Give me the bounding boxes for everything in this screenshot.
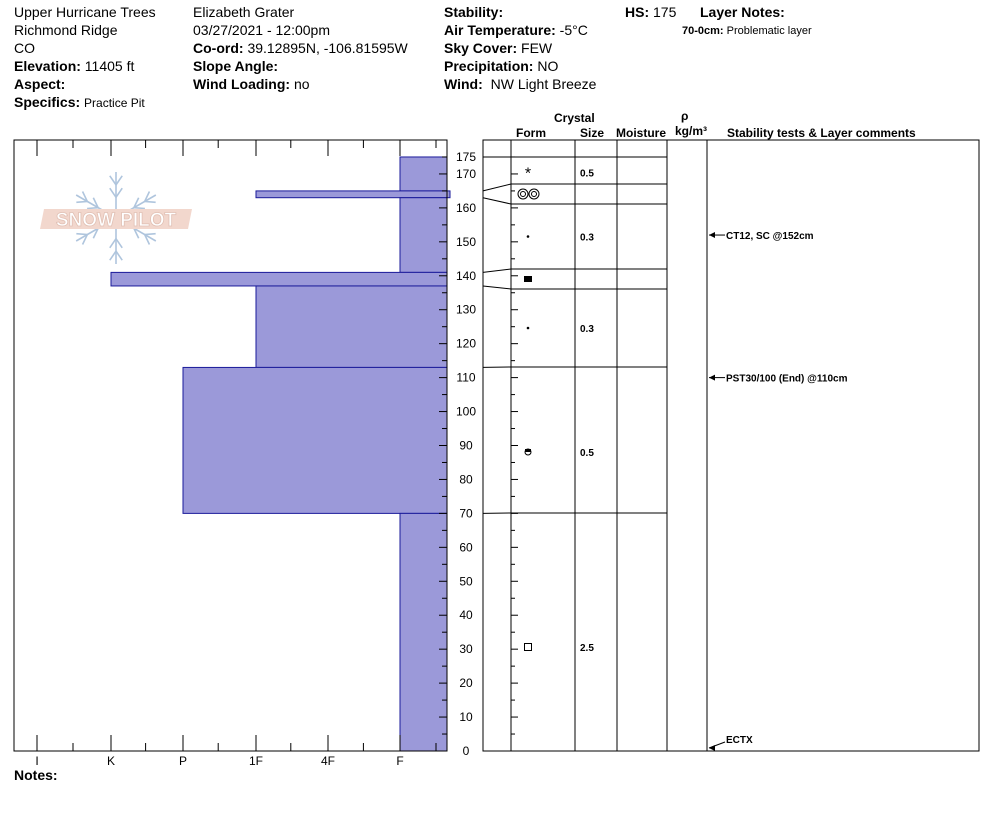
flake-branch	[76, 234, 87, 235]
layer-note-text: Problematic layer	[726, 25, 812, 37]
hardness-tick-label: P	[178, 754, 188, 768]
wind-loading-value: no	[293, 76, 310, 92]
depth-tick-label: 40	[459, 608, 473, 623]
depth-tick-label: 80	[459, 472, 473, 487]
location-name: Upper Hurricane Trees	[14, 4, 156, 20]
size-header: Size	[580, 126, 605, 140]
flake-branch	[116, 188, 122, 197]
elevation-label: Elevation:	[14, 58, 81, 74]
observation-datetime: 03/27/2021 - 12:00pm	[193, 22, 330, 38]
coord-label: Co-ord:	[193, 40, 244, 56]
hardness-tick-label: I	[35, 754, 39, 768]
depth-tick-label: 50	[459, 574, 473, 589]
stability-label: Stability:	[444, 4, 504, 20]
grain-form-circle	[532, 192, 537, 197]
flake-branch	[145, 201, 156, 202]
depth-tick-label: 175	[455, 149, 477, 164]
flake-branch	[116, 251, 122, 260]
depth-tick-label: 70	[459, 506, 473, 521]
depth-tick-label: 100	[455, 404, 477, 419]
specifics-value: Practice Pit	[84, 96, 145, 110]
depth-tick-label: 90	[459, 438, 473, 453]
precip-label: Precipitation:	[444, 58, 534, 74]
stability-test-label: PST30/100 (End) @110cm	[726, 373, 848, 385]
grain-form-rounded-faceted	[525, 449, 531, 452]
flake-branch	[110, 251, 116, 260]
grain-form-circle	[529, 189, 539, 199]
snowpilot-logo	[40, 172, 192, 264]
hs-label: HS:	[625, 4, 650, 20]
stability-arrowhead	[709, 232, 715, 238]
depth-tick-label: 140	[455, 268, 477, 283]
aspect-label: Aspect:	[14, 76, 66, 92]
flake-branch	[116, 176, 122, 185]
depth-tick-label: 120	[455, 336, 477, 351]
hs-value: 175	[653, 4, 677, 20]
hardness-bar	[111, 272, 447, 286]
grain-form-circle	[521, 192, 526, 197]
depth-tick-label: 160	[455, 200, 477, 215]
depth-tick-label: 150	[455, 234, 477, 249]
hardness-bars	[111, 157, 450, 751]
grain-form-square-open	[525, 644, 532, 651]
wind-loading-label: Wind Loading:	[193, 76, 291, 92]
grain-form-star: *	[524, 165, 532, 183]
hardness-tick-label: 1F	[248, 754, 264, 768]
depth-tick-label: 110	[456, 370, 476, 385]
stability-arrowhead	[709, 375, 715, 381]
crystal-header: Crystal	[554, 111, 595, 125]
form-header: Form	[516, 126, 546, 140]
hardness-bar	[256, 286, 447, 367]
flake-branch	[116, 239, 122, 248]
flake-branch	[110, 239, 116, 248]
logo-text: SNOW PILOT	[55, 210, 177, 231]
layer-connector	[483, 286, 511, 289]
grain-size-label: 2.5	[580, 643, 594, 654]
flake-branch	[110, 176, 116, 185]
depth-tick-label: 30	[459, 642, 473, 657]
moisture-header: Moisture	[616, 126, 667, 140]
depth-tick-label: 130	[455, 302, 477, 317]
flake-branch	[87, 208, 98, 209]
layer-connector	[483, 198, 511, 204]
sky-label: Sky Cover:	[444, 40, 518, 56]
observer-name: Elizabeth Grater	[193, 4, 295, 20]
density-rho-header: ρ	[681, 109, 689, 123]
flake-branch	[134, 208, 145, 209]
coord-value: 39.12895N, -106.81595W	[247, 40, 408, 56]
elevation-value: 11405 ft	[84, 58, 135, 74]
grain-form-circle	[518, 189, 528, 199]
stability-test-label: CT12, SC @152cm	[726, 231, 814, 243]
depth-tick-label: 60	[459, 540, 473, 555]
grain-size-label: 0.5	[580, 168, 594, 180]
grain-form-dot	[527, 327, 530, 330]
depth-tick-label: 10	[459, 710, 473, 725]
hardness-bar	[256, 191, 447, 198]
state-name: CO	[14, 40, 35, 56]
specifics-label: Specifics:	[14, 94, 81, 110]
hardness-bar	[400, 198, 447, 273]
flake-branch	[145, 234, 156, 235]
grain-size-label: 0.3	[580, 324, 594, 335]
air-temp-label: Air Temperature:	[444, 22, 556, 38]
air-temp-value: -5°C	[559, 22, 588, 38]
hardness-tick-label: F	[396, 754, 404, 768]
hardness-bar	[183, 367, 447, 513]
wind-value: NW Light Breeze	[490, 76, 597, 92]
notes-label: Notes:	[14, 767, 58, 783]
grain-form-dot	[527, 235, 530, 238]
depth-tick-label: 20	[459, 676, 473, 691]
sky-value: FEW	[521, 40, 553, 56]
layer-notes-label: Layer Notes:	[700, 4, 785, 20]
layer-note-depth: 70-0cm:	[682, 25, 724, 37]
grain-form-square-filled	[524, 276, 532, 282]
range-name: Richmond Ridge	[14, 22, 118, 38]
hardness-tick-label: 4F	[320, 754, 336, 768]
hardness-tick-label: K	[106, 754, 116, 768]
layer-connector	[483, 184, 511, 191]
depth-tick-label: 170	[455, 166, 477, 181]
stability-test-label: ECTX	[726, 735, 753, 746]
wind-label: Wind:	[444, 76, 483, 92]
flake-branch	[110, 188, 116, 197]
flake-branch	[76, 201, 87, 202]
layer-connector	[483, 269, 511, 272]
hardness-bar	[400, 513, 447, 751]
grain-size-label: 0.5	[580, 448, 594, 459]
grain-size-label: 0.3	[580, 232, 594, 244]
stability-arrowhead	[709, 745, 715, 751]
comments-header: Stability tests & Layer comments	[727, 126, 916, 140]
slope-label: Slope Angle:	[193, 58, 279, 74]
density-unit-header: kg/m³	[675, 124, 708, 138]
depth-tick-label: 0	[462, 744, 470, 758]
precip-value: NO	[537, 58, 559, 74]
